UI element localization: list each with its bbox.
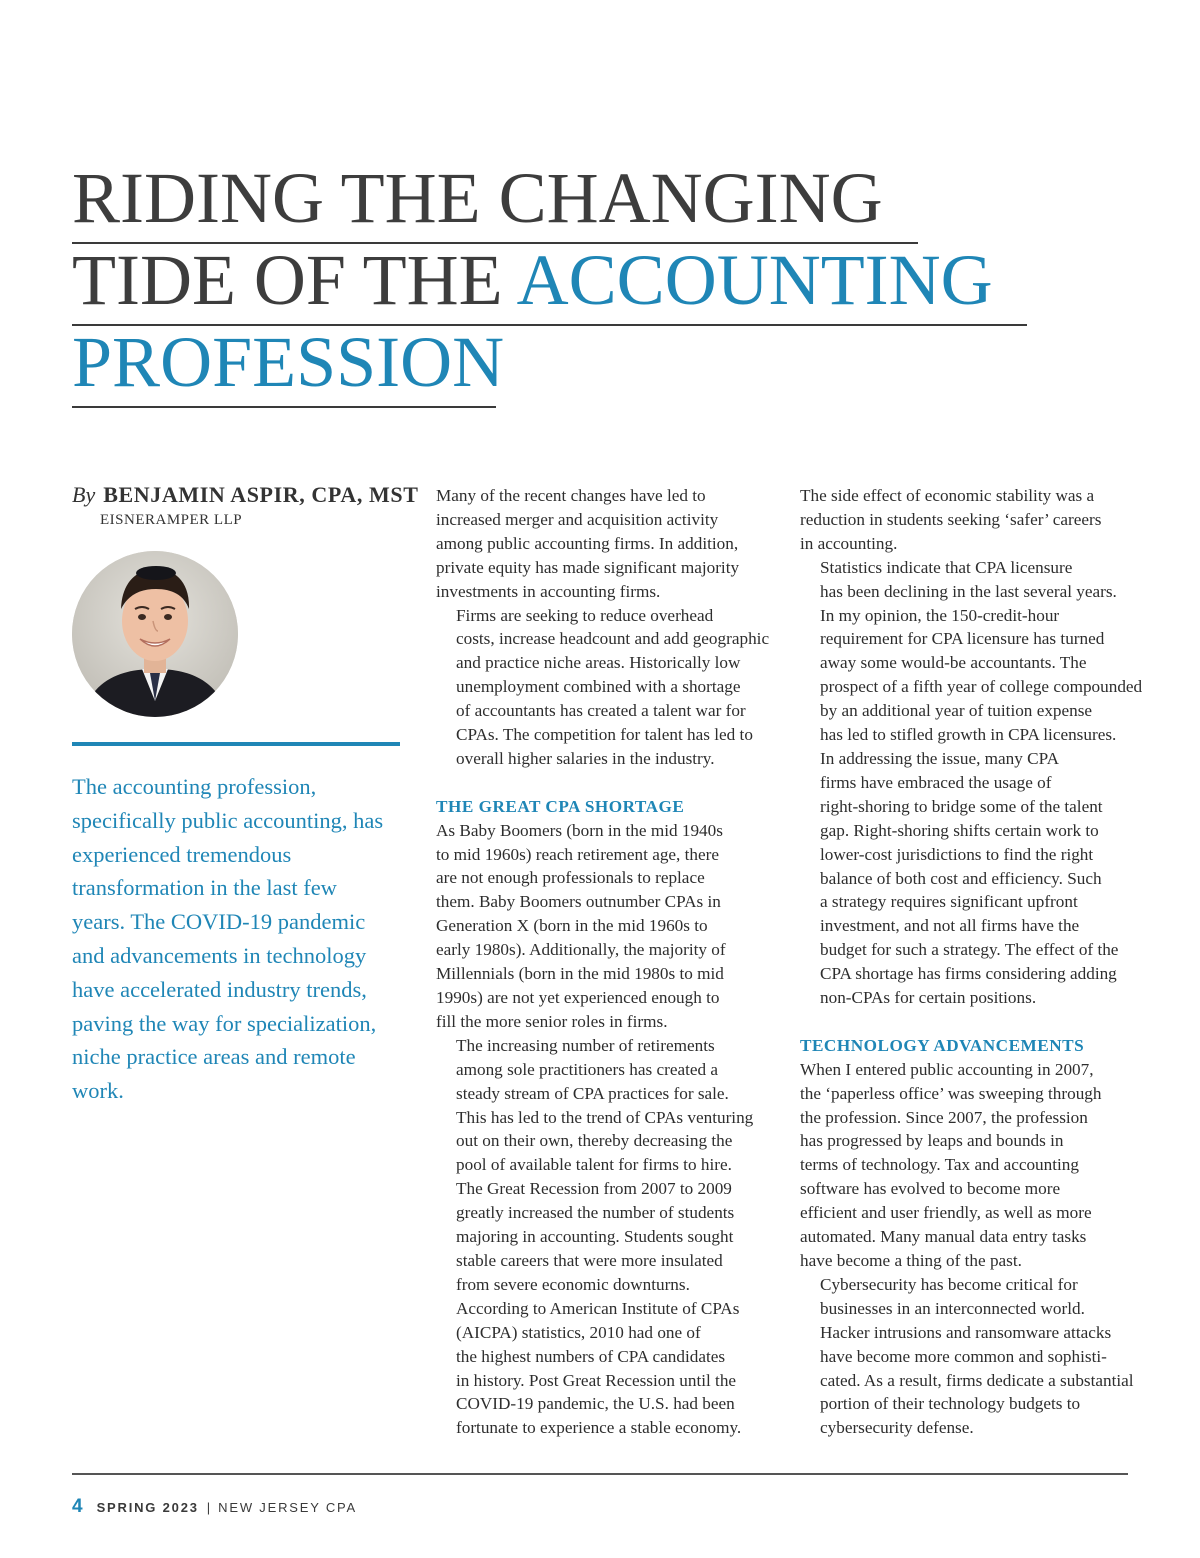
- body-column-2: [436, 484, 771, 1440]
- text-line: efficient and user friendly, as well as more: [800, 1203, 1092, 1223]
- text-line: and practice niche areas. Historically low: [456, 653, 741, 673]
- text-line: This has led to the trend of CPAs venturing: [456, 1107, 754, 1127]
- pull-quote-rule: [72, 742, 400, 746]
- article-title-line-3: [72, 322, 505, 408]
- text-line: are not enough professionals to replace: [436, 868, 705, 888]
- text-line: private equity has made significant majority: [436, 557, 740, 577]
- footer-rule: [72, 1473, 1128, 1475]
- text-line: Firms are seeking to reduce overhead: [456, 605, 714, 625]
- text-line: have become more common and sophisti-: [820, 1346, 1107, 1366]
- text-line: pool of available talent for firms to hire.: [456, 1155, 732, 1175]
- text-line: Generation X (born in the mid 1960s to: [436, 916, 708, 936]
- text-line: has been declining in the last several years.: [820, 581, 1117, 601]
- text-line: automated. Many manual data entry tasks: [800, 1227, 1087, 1247]
- paragraph: [436, 604, 771, 771]
- title-text-1: RIDING THE CHANGING: [72, 158, 883, 238]
- text-line: lower-cost jurisdictions to find the right: [820, 844, 1094, 864]
- text-line: CPAs. The competition for talent has led to: [456, 725, 753, 745]
- title-text-2-accent: ACCOUNTING: [516, 240, 993, 320]
- footer-separator: |: [206, 1500, 211, 1515]
- text-line: non-CPAs for certain positions.: [820, 988, 1037, 1008]
- author-name: BENJAMIN ASPIR, CPA, MST: [103, 482, 419, 507]
- text-line: them. Baby Boomers outnumber CPAs in: [436, 892, 721, 912]
- text-line: In my opinion, the 150-credit-hour: [820, 605, 1060, 625]
- text-line: Hacker intrusions and ransomware attacks: [820, 1322, 1112, 1342]
- text-line: reduction in students seeking ‘safer’ careers: [800, 509, 1102, 529]
- text-line: costs, increase headcount and add geographic: [456, 629, 770, 649]
- pull-quote: The accounting profession, specifically public accounting, has experienced tremendous transformation in the last few years. The COVID-19 pandemic and advancements in technology have accelerated industry trends, paving the way for specialization, niche practice areas and remote work.: [72, 774, 384, 1104]
- paragraph: [800, 747, 1135, 1010]
- text-line: software has evolved to become more: [800, 1179, 1061, 1199]
- text-line: steady stream of CPA practices for sale.: [456, 1083, 729, 1103]
- text-line: The increasing number of retirements: [456, 1035, 715, 1055]
- text-line: The side effect of economic stability was a: [800, 486, 1095, 505]
- text-line: The Great Recession from 2007 to 2009: [456, 1179, 732, 1199]
- text-line: early 1980s). Additionally, the majority of: [436, 940, 726, 960]
- paragraph: [436, 484, 771, 604]
- title-text-3-accent: PROFESSION: [72, 322, 505, 402]
- text-line: requirement for CPA licensure has turned: [820, 629, 1105, 649]
- text-line: investment, and not all firms have the: [820, 916, 1080, 936]
- text-line: has progressed by leaps and bounds in: [800, 1131, 1064, 1151]
- byline-by: By: [72, 482, 96, 507]
- author-firm: EISNERAMPER LLP: [100, 512, 243, 528]
- text-line: Many of the recent changes have led to: [436, 486, 706, 505]
- text-line: firms have embraced the usage of: [820, 772, 1052, 792]
- text-line: away some would-be accountants. The: [820, 653, 1087, 673]
- text-line: unemployment combined with a shortage: [456, 677, 741, 697]
- title-text-2-dark: TIDE OF THE: [72, 240, 517, 320]
- text-line: stable careers that were more insulated: [456, 1250, 723, 1270]
- byline: [72, 482, 419, 508]
- paragraph: [800, 484, 1135, 556]
- text-line: greatly increased the number of students: [456, 1203, 735, 1223]
- text-line: COVID-19 pandemic, the U.S. had been: [456, 1394, 735, 1414]
- text-line: portion of their technology budgets to: [820, 1394, 1081, 1414]
- text-line: 1990s) are not yet experienced enough to: [436, 988, 720, 1008]
- text-line: terms of technology. Tax and accounting: [800, 1155, 1079, 1175]
- text-line: the highest numbers of CPA candidates: [456, 1346, 726, 1366]
- text-line: investments in accounting firms.: [436, 581, 661, 601]
- paragraph: [436, 1177, 771, 1440]
- text-line: When I entered public accounting in 2007,: [800, 1059, 1094, 1079]
- text-line: a strategy requires significant upfront: [820, 892, 1078, 912]
- text-line: by an additional year of tuition expense: [820, 701, 1093, 721]
- text-line: among sole practitioners has created a: [456, 1059, 719, 1079]
- paragraph: [800, 556, 1143, 747]
- text-line: the profession. Since 2007, the profession: [800, 1107, 1088, 1127]
- text-line: Cybersecurity has become critical for: [820, 1274, 1078, 1294]
- text-line: cybersecurity defense.: [820, 1418, 974, 1438]
- page-footer: [72, 1496, 357, 1518]
- text-line: overall higher salaries in the industry.: [456, 748, 715, 768]
- text-line: in accounting.: [800, 533, 898, 553]
- text-line: According to American Institute of CPAs: [456, 1298, 740, 1318]
- article-title-line-1: [72, 158, 918, 244]
- text-line: right-shoring to bridge some of the talent: [820, 796, 1103, 816]
- paragraph: [800, 1273, 1135, 1440]
- text-line: to mid 1960s) reach retirement age, there: [436, 844, 719, 864]
- text-line: in history. Post Great Recession until the: [456, 1370, 737, 1390]
- text-line: (AICPA) statistics, 2010 had one of: [456, 1322, 701, 1342]
- text-line: Statistics indicate that CPA licensure: [820, 557, 1073, 577]
- text-line: increased merger and acquisition activity: [436, 509, 719, 529]
- article-title-line-2: [72, 240, 1027, 326]
- publication-name: NEW JERSEY CPA: [218, 1500, 358, 1515]
- text-line: among public accounting firms. In addition,: [436, 533, 739, 553]
- text-line: cated. As a result, firms dedicate a substantial: [820, 1370, 1134, 1390]
- text-line: prospect of a fifth year of college compounded: [820, 677, 1143, 697]
- text-line: fill the more senior roles in firms.: [436, 1011, 668, 1031]
- author-photo-illustration: [72, 551, 238, 717]
- text-line: gap. Right-shoring shifts certain work to: [820, 820, 1099, 840]
- author-photo: [72, 551, 238, 717]
- text-line: have become a thing of the past.: [800, 1250, 1022, 1270]
- text-line: out on their own, thereby decreasing the: [456, 1131, 733, 1151]
- section-heading-cpa-shortage: THE GREAT CPA SHORTAGE: [436, 796, 685, 816]
- text-line: In addressing the issue, many CPA: [820, 748, 1060, 768]
- text-line: CPA shortage has firms considering adding: [820, 964, 1117, 984]
- paragraph: [800, 1058, 1135, 1273]
- paragraph: [436, 819, 771, 1034]
- text-line: fortunate to experience a stable economy.: [456, 1418, 742, 1438]
- text-line: has led to stifled growth in CPA licensures.: [820, 725, 1117, 745]
- text-line: balance of both cost and efficiency. Such: [820, 868, 1102, 888]
- text-line: Millennials (born in the mid 1980s to mid: [436, 964, 724, 984]
- text-line: from severe economic downturns.: [456, 1274, 690, 1294]
- text-line: As Baby Boomers (born in the mid 1940s: [436, 820, 723, 840]
- text-line: businesses in an interconnected world.: [820, 1298, 1085, 1318]
- text-line: the ‘paperless office’ was sweeping through: [800, 1083, 1102, 1103]
- text-line: majoring in accounting. Students sought: [456, 1227, 734, 1247]
- text-line: of accountants has created a talent war for: [456, 701, 746, 721]
- section-heading-technology: TECHNOLOGY ADVANCEMENTS: [800, 1035, 1085, 1055]
- issue-label: SPRING 2023: [96, 1500, 199, 1515]
- page-number: 4: [72, 1496, 83, 1517]
- paragraph: [436, 1034, 771, 1177]
- body-column-3: [800, 484, 1143, 1440]
- text-line: budget for such a strategy. The effect of the: [820, 940, 1119, 960]
